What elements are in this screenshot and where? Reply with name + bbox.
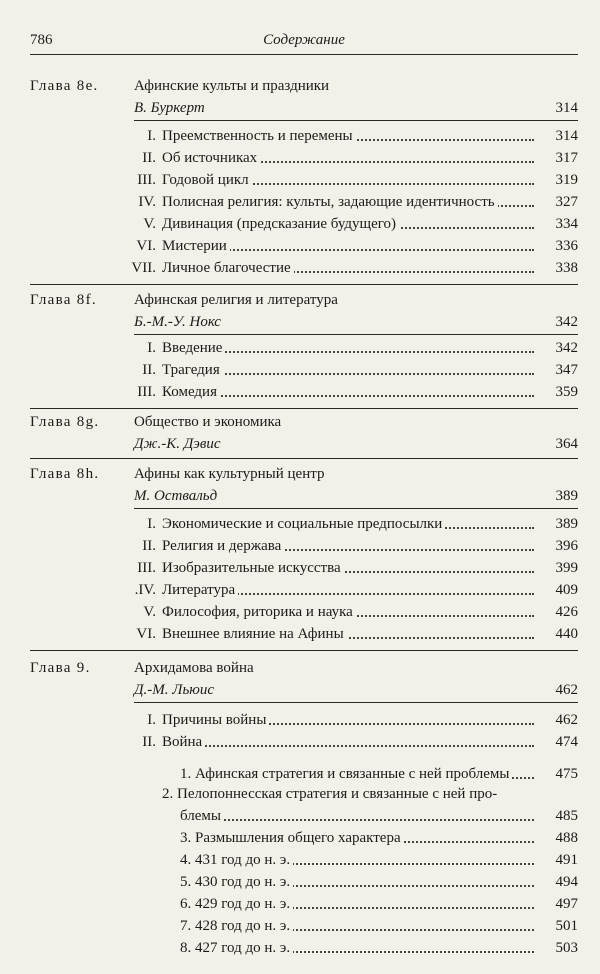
toc-entry xyxy=(30,362,578,384)
toc-entry xyxy=(30,172,578,194)
section-title: Причины войны xyxy=(162,712,269,728)
section-number: V. xyxy=(143,216,156,232)
page-ref: 494 xyxy=(555,874,578,890)
chapter-label: Глава 9. xyxy=(30,660,91,676)
chapter-title: Афинская религия и литература xyxy=(134,292,338,308)
section-title: Трагедия xyxy=(162,362,223,378)
section-number: III. xyxy=(137,172,156,188)
page-ref: 399 xyxy=(555,560,578,576)
subsection-title: 1. Афинская стратегия и связанные с ней проблемы xyxy=(180,766,512,782)
page-ref: 389 xyxy=(555,488,578,504)
toc-entry xyxy=(30,560,578,582)
chapter-label: Глава 8g. xyxy=(30,414,100,430)
toc-entry xyxy=(30,604,578,626)
page-ref: 488 xyxy=(555,830,578,846)
section-title: Философия, риторика и наука xyxy=(162,604,356,620)
section-number: IV. xyxy=(138,194,156,210)
chapter-label: Глава 8f. xyxy=(30,292,97,308)
page-ref: 389 xyxy=(555,516,578,532)
page-ref: 474 xyxy=(555,734,578,750)
divider xyxy=(30,284,578,285)
page-ref: 364 xyxy=(555,436,578,452)
chapter-author: М. Оствальд xyxy=(134,488,218,504)
page-ref: 485 xyxy=(555,808,578,824)
toc-subentry xyxy=(30,766,578,788)
toc-subentry xyxy=(30,830,578,852)
subsection-title: 5. 430 год до н. э. xyxy=(180,874,293,890)
section-title: Об источниках xyxy=(162,150,260,166)
chapter-author: Б.-М.-У. Нокс xyxy=(134,314,221,330)
toc-entry xyxy=(30,516,578,538)
section-title: Литература xyxy=(162,582,238,598)
toc-entry xyxy=(30,734,578,756)
chapter-title: Афинские культы и праздники xyxy=(134,78,330,94)
toc-subentry xyxy=(30,852,578,874)
chapter-author: В. Буркерт xyxy=(134,100,205,116)
chapter-label: Глава 8e. xyxy=(30,78,99,94)
section-number: II. xyxy=(142,362,156,378)
page-ref: 338 xyxy=(555,260,578,276)
chapter-8h xyxy=(30,466,578,510)
section-number: III. xyxy=(137,384,156,400)
page-ref: 342 xyxy=(555,340,578,356)
toc-entry xyxy=(30,712,578,734)
subsection-title: 3. Размышления общего характера xyxy=(180,830,404,846)
subsection-title: 8. 427 год до н. э. xyxy=(180,940,293,956)
section-title: Личное благочестие xyxy=(162,260,294,276)
page-ref: 314 xyxy=(555,128,578,144)
section-number: .IV. xyxy=(134,582,156,598)
section-title: Война xyxy=(162,734,205,750)
divider xyxy=(30,650,578,651)
section-title: Преемственность и перемены xyxy=(162,128,356,144)
section-number: VI. xyxy=(136,238,156,254)
section-title: Экономические и социальные предпосылки xyxy=(162,516,445,532)
page-ref: 503 xyxy=(555,940,578,956)
section-number: VII. xyxy=(131,260,156,276)
section-title: Введение xyxy=(162,340,225,356)
page-ref: 440 xyxy=(555,626,578,642)
chapter-author-row xyxy=(134,314,578,335)
chapter-author: Д.-М. Льюис xyxy=(134,682,215,698)
page-ref: 342 xyxy=(555,314,578,330)
section-number: I. xyxy=(147,516,156,532)
page-ref: 314 xyxy=(555,100,578,116)
subsection-title: 4. 431 год до н. э. xyxy=(180,852,293,868)
section-title: Полисная религия: культы, задающие идентичность xyxy=(162,194,498,210)
section-number: II. xyxy=(142,150,156,166)
toc-entry xyxy=(30,626,578,648)
chapter-8e xyxy=(30,78,578,122)
divider xyxy=(30,458,578,459)
toc-entry xyxy=(30,238,578,260)
toc-entry xyxy=(30,260,578,282)
section-number: V. xyxy=(143,604,156,620)
page-ref: 462 xyxy=(555,712,578,728)
section-number: I. xyxy=(147,712,156,728)
toc-subentry xyxy=(30,940,578,962)
toc-subentry xyxy=(30,874,578,896)
page-ref: 409 xyxy=(555,582,578,598)
page-ref: 336 xyxy=(555,238,578,254)
chapter-author-row xyxy=(134,682,578,703)
chapter-title: Общество и экономика xyxy=(134,414,282,430)
subsection-title: 7. 428 год до н. э. xyxy=(180,918,293,934)
page-ref: 396 xyxy=(555,538,578,554)
page-ref: 317 xyxy=(555,150,578,166)
section-number: VI. xyxy=(136,626,156,642)
divider xyxy=(30,408,578,409)
subsection-title: 6. 429 год до н. э. xyxy=(180,896,293,912)
page-number: 786 xyxy=(30,32,53,48)
page-ref: 497 xyxy=(555,896,578,912)
chapter-author-row xyxy=(134,100,578,121)
section-title: Дивинация (предсказание будущего) xyxy=(162,216,399,232)
section-number: I. xyxy=(147,128,156,144)
page-ref: 426 xyxy=(555,604,578,620)
chapter-author-row xyxy=(134,436,578,456)
toc-subentry xyxy=(30,918,578,940)
page-ref: 334 xyxy=(555,216,578,232)
section-title: Религия и держава xyxy=(162,538,284,554)
section-number: III. xyxy=(137,560,156,576)
section-title: Годовой цикл xyxy=(162,172,252,188)
page-ref: 462 xyxy=(555,682,578,698)
chapter-8g xyxy=(30,414,578,458)
toc-entry xyxy=(30,582,578,604)
page-ref: 327 xyxy=(555,194,578,210)
running-title: Содержание xyxy=(263,32,345,48)
page-header xyxy=(30,30,578,55)
toc-subentry xyxy=(30,896,578,918)
toc-entry xyxy=(30,150,578,172)
section-title: Мистерии xyxy=(162,238,230,254)
section-number: II. xyxy=(142,538,156,554)
chapter-8f xyxy=(30,292,578,336)
page-ref: 319 xyxy=(555,172,578,188)
chapter-author-row xyxy=(134,488,578,509)
page-ref: 475 xyxy=(555,766,578,782)
page-ref: 491 xyxy=(555,852,578,868)
section-title: Внешнее влияние на Афины xyxy=(162,626,347,642)
subsection-title-line2: блемы xyxy=(180,808,224,824)
subsection-title-line1: 2. Пелопоннесская стратегия и связанные с ней про- xyxy=(162,786,498,802)
chapter-author: Дж.-К. Дэвис xyxy=(134,436,221,452)
toc-entry xyxy=(30,340,578,362)
section-title: Изобразительные искусства xyxy=(162,560,344,576)
page-ref: 347 xyxy=(555,362,578,378)
toc-entry xyxy=(30,128,578,150)
page-ref: 359 xyxy=(555,384,578,400)
toc-entry xyxy=(30,216,578,238)
toc-entry xyxy=(30,538,578,560)
page-ref: 501 xyxy=(555,918,578,934)
chapter-title: Архидамова война xyxy=(134,660,254,676)
toc-subentry xyxy=(30,786,578,830)
toc-entry xyxy=(30,384,578,406)
chapter-title: Афины как культурный центр xyxy=(134,466,325,482)
toc-entry xyxy=(30,194,578,216)
section-number: II. xyxy=(142,734,156,750)
section-number: I. xyxy=(147,340,156,356)
section-title: Комедия xyxy=(162,384,220,400)
chapter-label: Глава 8h. xyxy=(30,466,100,482)
chapter-9 xyxy=(30,660,578,704)
